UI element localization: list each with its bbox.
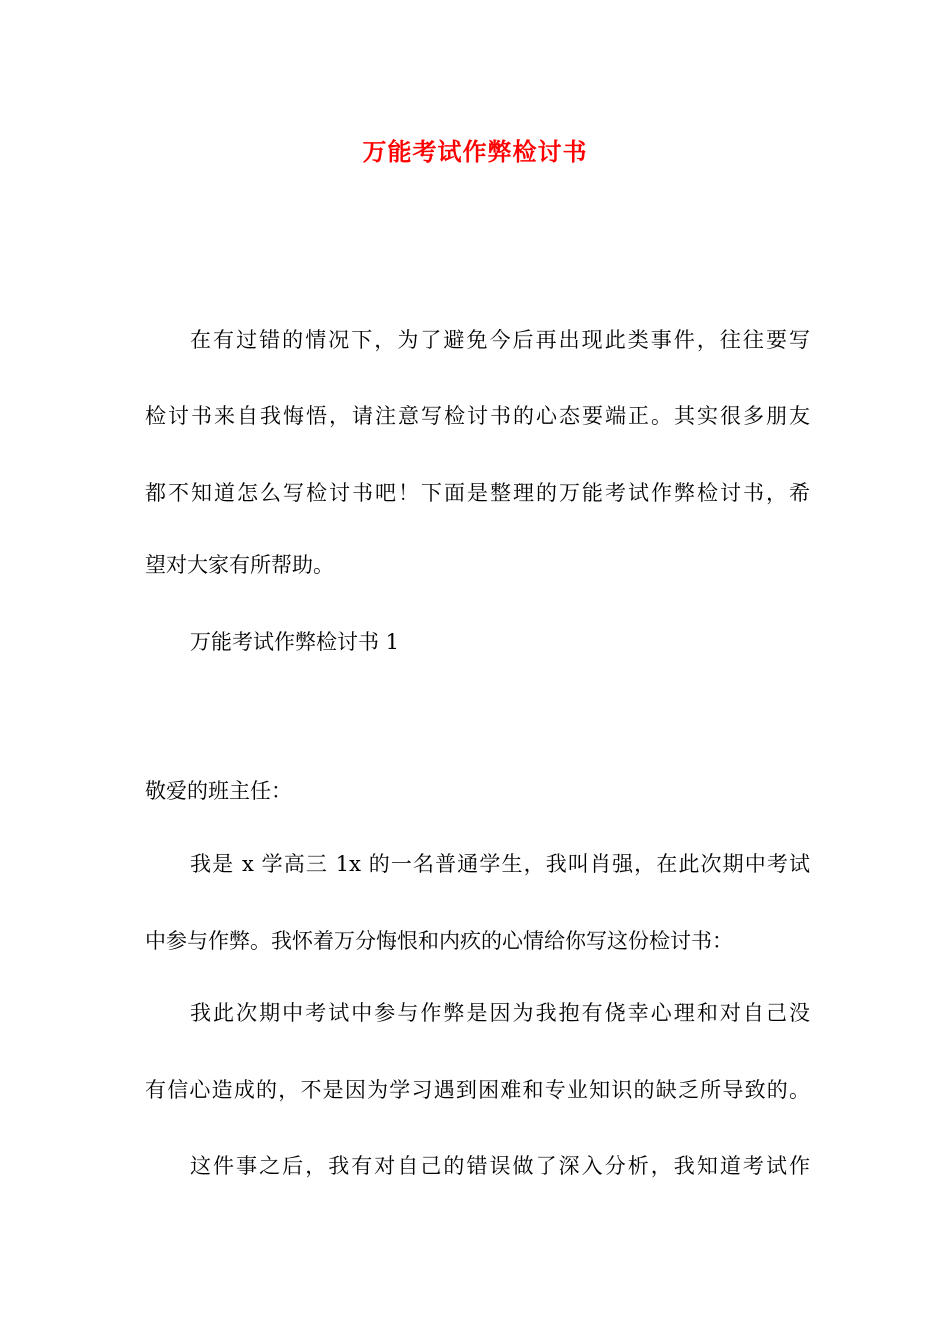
paragraph-line: 我是 x 学高三 1x 的一名普通学生，我叫肖强，在此次期中考试 [190,852,810,876]
paragraph-line: 都不知道怎么写检讨书吧！下面是整理的万能考试作弊检讨书，希 [145,481,810,505]
salutation: 敬爱的班主任： [145,779,292,803]
paragraph-line: 望对大家有所帮助。 [145,553,334,577]
section-heading: 万能考试作弊检讨书 1 [190,630,400,654]
paragraph-line: 我此次期中考试中参与作弊是因为我抱有侥幸心理和对自己没 [190,1001,810,1025]
paragraph-line: 这件事之后，我有对自己的错误做了深入分析，我知道考试作 [190,1154,810,1178]
paragraph-line: 有信心造成的，不是因为学习遇到困难和专业知识的缺乏所导致的。 [145,1078,810,1102]
paragraph-line: 在有过错的情况下，为了避免今后再出现此类事件，往往要写 [190,328,810,352]
paragraph-line: 检讨书来自我悔悟，请注意写检讨书的心态要端正。其实很多朋友 [145,404,810,428]
document-title: 万能考试作弊检讨书 [362,137,588,166]
paragraph-line: 中参与作弊。我怀着万分悔恨和内疚的心情给你写这份检讨书： [145,929,733,953]
